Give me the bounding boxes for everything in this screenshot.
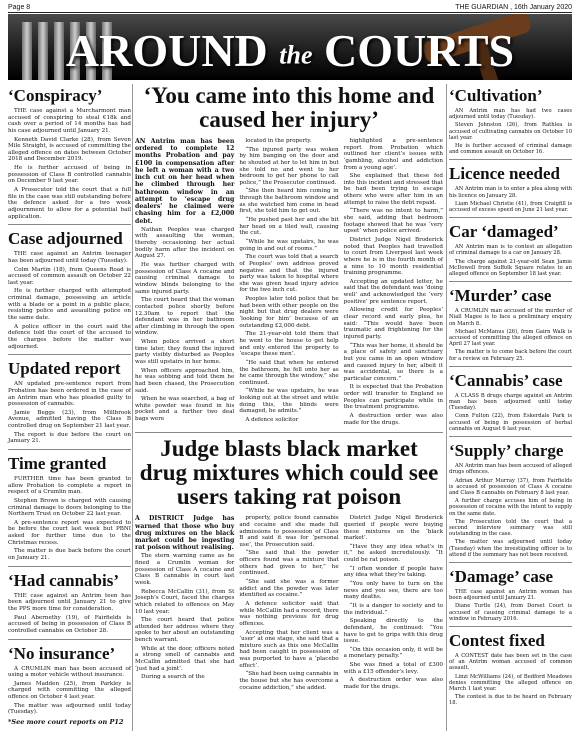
brief-divider [449, 436, 572, 437]
paper-dateline: THE GUARDIAN , 16th January 2020 [455, 3, 572, 11]
brief-divider [449, 366, 572, 367]
page-number: Page 8 [8, 3, 31, 11]
brief-divider [8, 639, 131, 640]
story-paragraph: When officers approached him, he was sobbing and told them he had been chased, the Prosecution said. [135, 367, 235, 394]
story-paragraph: located in the property. [245, 138, 312, 144]
story-paragraph: “This was her home, it should be a place of safety and sanctuary but you came in an open window and caused injury to her, albeit it was accidental, so there is a particular concern.” [343, 342, 443, 382]
brief-paragraph: FURTHER time has been granted to allow Probation to complete a report in respect of a Crumlin man. [8, 475, 131, 496]
brief-headline: Updated report [8, 359, 121, 379]
brief-paragraph: Diane Turtle (24), from Dorset Court is accused of causing criminal damage to a window in February 2016. [449, 603, 572, 622]
brief-headline: Contest fixed [449, 630, 545, 650]
story2-col1 [135, 515, 234, 693]
brief-paragraph: He is further charged with attempted criminal damage, possessing an article with a blade or a point in a public place, resisting police and assaulting police on the same date. [8, 288, 131, 322]
banner-title: AROUND the COURTS [65, 25, 515, 76]
brief-paragraph: The matter is to come back before the court for a review on February 25. [449, 349, 572, 362]
brief-paragraph: Jamie Beggs (23), from Millbrook Avenue, admitted having the Class B controlled drug on September 21 last year. [8, 409, 131, 430]
story-paragraph: A destruction order was also made for the drugs. [343, 412, 443, 426]
story-paragraph: Accepting that her client was a ‘user’ at one stage, she said that a mixture such as this one McCallin had been caught in possession of was purported to have a ‘placebo effect’. [239, 629, 339, 669]
brief-paragraph: Liam Michael Christie (41), from Craigfill is accused of excess speed on June 21 last year. [449, 200, 572, 214]
story-paragraph: She explained that these fed into this incident and stressed that he had been trying to escape others who were after him in an attempt to raise the debt repaid. [343, 173, 443, 206]
story-paragraph: District Judge Nigel Broderick noted that Peoples had travelled to court from Liverpool last week where he is in the fourth month of a nine to 10 month residential training programme. [343, 236, 443, 277]
brief-headline: Car ‘damaged’ [449, 222, 559, 242]
brief-paragraph: AN Antrim man has been accused of alleged drugs offences. [449, 463, 572, 476]
story-paragraph: “While he was upstairs, he was going in and out of rooms.” [239, 238, 339, 252]
brief-paragraph: A CRUMLIN man accused of the murder of Niall Magee is to face a preliminary enquiry on March 8. [449, 308, 572, 327]
story2-headline: Judge blasts black market drug mixtures which could see users taking rat poison [139, 436, 439, 510]
brief-paragraph: Adrian Arthur Murray (37), from Fairfields is accused of possession of Class A cocaine and Class B cannabis on February 8 last year. [449, 477, 572, 496]
brief-headline: ‘Murder’ case [449, 286, 552, 306]
brief-paragraph: AN updated pre-sentence report from Probation has been ordered in the case of an Antrim man who has pleaded guilty to possession of cannabis. [8, 381, 131, 408]
story1-col1 [135, 138, 234, 428]
story-paragraph: When he was searched, a bag of white powder was found in his pocket and a further two deal bags were [135, 396, 235, 423]
story-paragraph: “There was no intent to harm,” she said, adding that bedroom footage showed that he was ‘very upset’ when police arrived. [343, 208, 443, 235]
brief-paragraph: The matter was adjourned until today (Tuesday) when the investigating officer is to attend if the summary has not been received. [449, 539, 572, 558]
story-paragraph: “Have they any idea what’s in it,” he asked incredulously. “It could be rat poison. [343, 543, 443, 564]
section-banner [8, 14, 572, 80]
story-paragraph: “She said she was a former addict and the powder was later identified as cocaine.” [239, 579, 339, 599]
story1-col2 [239, 138, 338, 428]
story-paragraph: During a search of the [141, 674, 205, 681]
story-paragraph: Nathan Peoples was charged with assaulting the woman, thereby occasioning her actual bodily harm after the incident on August 27. [135, 226, 235, 260]
middle-column [135, 84, 443, 693]
brief-divider [8, 224, 131, 225]
column-divider [132, 84, 133, 731]
brief-paragraph: THE case against an Antrim woman has been adjourned until January 21. [449, 588, 572, 602]
brief-headline: ‘Cannabis’ case [449, 370, 563, 390]
story-paragraph: “I often wonder if people have any idea what they’re taking. [343, 565, 443, 579]
brief-paragraph: Michael McManus (26), from Gairn Walk is accused of committing the alleged offence on April 27 last year. [449, 328, 572, 348]
story-paragraph: highlighted a pre-sentence report from Probation which outlined her client’s issues with ‘gambling, alcohol and addiction from a young age’. [343, 138, 443, 171]
story-paragraph: “The injured party was woken by him banging on the door and he shouted at her to let him in but she told no and went to her bedroom to get her phone to call police,” the Prosecutor continued. [239, 146, 339, 186]
brief-paragraph: A police officer in the court said the defence told the court of the accused to the charges before the matter was adjourned. [8, 323, 131, 350]
brief-paragraph: The contest is due to be heard on February 18. [449, 694, 572, 707]
story-paragraph: While at the door, officers noted a strong smell of cannabis and McCallin admitted that she had ‘just had a joint’. [135, 645, 235, 672]
brief-divider [8, 449, 131, 450]
story1-headline: ‘You came into this home and caused her injury’ [143, 83, 435, 132]
story-paragraph: The court heard that police attended her address where they spoke to her about an outstanding bench warrant. [135, 617, 235, 644]
story-paragraph: The court heard that the woman contacted police shortly before 12.30am to report that the defendant was in her bathroom after climbing in through the open window. [135, 297, 235, 337]
brief-divider [449, 159, 572, 160]
story-paragraph: Speaking directly to the defendant, he continued: “You have to get to grips with this drug issue. [343, 618, 443, 645]
story-paragraph: Accepting an updated letter, he said that the defendant was ‘doing well’ and acknowledged the ‘very positive’ pre sentence report. [343, 278, 443, 305]
story-paragraph: “While he was upstairs, he was looking out at the street and while doing this, the blinds were damaged, he admits.” [239, 388, 339, 415]
story-paragraph: Allowing credit for Peoples’ clear record and early plea, he said: “This would have been traumatic and frightening for the injured party. [343, 307, 443, 340]
brief-paragraph: Colm Martin (18), from Queens Road is accused of common assault on October 22 last year. [8, 266, 131, 286]
brief-paragraph: AN Antrim man is to contest an allegation of criminal damage to a car on January 28. [449, 244, 572, 257]
brief-paragraph: The Prosecution told the court that a second interview summary was still outstanding in the case. [449, 518, 572, 538]
story-paragraph: The 21-year-old told them that he went to the house to get help and only entered the property to ‘escape these men’. [239, 331, 339, 358]
see-more-note: *See more court reports on P12 [8, 718, 124, 726]
brief-paragraph: Paul Abernethy (19), of Fairfields is accused of being in possession of Class B controlled cannabis on October 28. [8, 614, 131, 634]
brief-paragraph: Linzi McWilliams (24), of Bedford Meadows denies committing the alleged offence on March 1 last year. [449, 673, 572, 692]
brief-paragraph: A Prosecutor told the court that a full file in the case was still outstanding before the defence asked for a two week adjournment to allow for a potential bail application. [8, 187, 131, 220]
left-column [8, 84, 131, 726]
story-paragraph: property, police found cannabis and cocaine and she made full admissions to possession of Class B and said it was for ‘personal use’, the Prosecution said. [239, 515, 339, 548]
brief-paragraph: Kenneth David Clarke (28), from Seven Mile Straight, is accused of committing the alleged offence on dates between October 2018 and December 2019. [8, 136, 131, 163]
story-paragraph: “It is a danger to society and to the individual.” [343, 602, 443, 616]
brief-paragraph: The report is due before the court on January 21. [8, 431, 131, 445]
brief-paragraph: AN Antrim man is to enter a plea along with his licence on January 28. [449, 186, 572, 199]
brief-headline: Time granted [8, 453, 107, 473]
story-paragraph: The court was told that a search of Peoples’ own address proved negative and that the injured party was taken to hospital where she was given head injury advice for the two inch cut. [239, 254, 339, 294]
story-paragraph: AN Antrim man has been ordered to complete 12 months Probation and pay £100 in compensation after he left a woman with a two inch cut on her head when he climbed through her bathroom window in an attempt to ‘escape drug dealers’ he claimed were chasing him for a £2,000 debt. [135, 138, 235, 225]
brief-divider [8, 354, 131, 355]
story-paragraph: Rebecca McCallin (31), from St Joseph’s Court, faced the charges which related to offences on May 10 last year. [135, 588, 235, 615]
story-paragraph: When police arrived a short time later, they found the injured party visibly disturbed as Peoples was still upstairs in her home. [135, 339, 235, 365]
story2-col3 [344, 515, 443, 693]
brief-headline: Licence needed [449, 164, 560, 184]
story-paragraph: “She then heard him coming in through the bathroom window and as she watched him come in head first, she told him to get out. [239, 188, 339, 215]
story-paragraph: She was fined a total of £300 with a £15 offender’s levy. [343, 662, 443, 675]
brief-paragraph: The charge against 21-year-old Sean Jamie McDowell from Suffolk Square relates to an alleged offence on September 18 last year. [449, 258, 572, 278]
story2-body [135, 515, 443, 693]
story-paragraph: A defence solicitor [245, 416, 299, 423]
brief-paragraph: The matter was adjourned until today (Tuesday). [8, 702, 131, 716]
story-paragraph: The stern warning came as he fined a Crumlin woman for possession of Class A cocaine and Class B cannabis in court last week. [135, 553, 235, 586]
column-divider [446, 84, 447, 731]
brief-paragraph: Steven Johnston (26), from Rathlea is accused of cultivating cannabis on October 10 last year. [449, 122, 572, 141]
brief-divider [449, 626, 572, 627]
brief-paragraph: Conn Fulton (22), from Eskerdale Park is accused of being in possession of herbal cannabis on August 6 last year. [449, 413, 572, 432]
brief-paragraph: Stephen Brown is charged with causing criminal damage to doors belonging to the Northern Trust on October 22 last year. [8, 497, 131, 518]
story-paragraph: A defence solicitor said that while McCallin had a record, there was nothing previous for drug offences. [239, 600, 339, 627]
brief-headline: ‘No insurance’ [8, 643, 116, 663]
brief-divider [449, 281, 572, 282]
brief-divider [449, 217, 572, 218]
brief-paragraph: AN Antrim man has had two cases adjourned until today (Tuesday). [449, 108, 572, 121]
brief-headline: ‘Had cannabis’ [8, 570, 119, 590]
story-paragraph: It is expected that the Probation order will transfer to England so Peoples can participate while in the treatment programme. [343, 384, 443, 411]
story-paragraph: “She had been using cannabis in the house but she has overcome a cocaine addiction,” she added. [239, 671, 339, 691]
story-paragraph: “On this occasion only, it will be a monetary penalty.” [343, 646, 443, 660]
brief-paragraph: He is further accused of being in possession of Class B controlled cannabis on December 9 last year. [8, 165, 131, 185]
story-divider [135, 432, 443, 433]
brief-headline: Case adjourned [8, 229, 123, 249]
story-paragraph: He was further charged with possession of Class A cocaine and causing criminal damage to window blinds belonging to the same injured party. [135, 262, 235, 295]
brief-paragraph: A CLASS B drugs charge against an Antrim man has been adjourned until today (Tuesday). [449, 392, 572, 412]
brief-paragraph: A CRUMLIN man has been accused of using a motor vehicle without insurance. [8, 665, 131, 679]
brief-paragraph: He is further accused of criminal damage and common assault on October 16. [449, 143, 572, 156]
right-column [449, 84, 572, 709]
brief-divider [449, 562, 572, 563]
brief-paragraph: The matter is due back before the court on January 21. [8, 548, 131, 562]
brief-headline: ‘Cultivation’ [449, 86, 543, 105]
brief-paragraph: THE case against an Antrim teen has been adjourned until January 21 to give the PPS more time for consideration. [8, 592, 131, 612]
story2-col2 [239, 515, 338, 693]
story-paragraph: A DISTRICT Judge has warned that those who buy drug mixtures on the black market could be ingesting rat poison without realising. [135, 515, 235, 552]
brief-divider [8, 566, 131, 567]
page-header [8, 2, 572, 12]
story1-col3 [344, 138, 443, 428]
story-paragraph: “You only have to turn on the news and you see, there are too many deaths. [343, 581, 443, 601]
brief-headline: ‘Conspiracy’ [8, 86, 103, 105]
story-paragraph: A destruction order was also made for the drugs. [343, 677, 443, 690]
story-paragraph: “He pushed past her and she hit her head on a tiled wall, causing the cut. [239, 217, 339, 237]
brief-paragraph: THE case against a Murcharmont man accused of conspiring to steal €18k and cash over a period of 14 months has had his case adjourned until January 21. [8, 108, 131, 134]
story1-body [135, 138, 443, 428]
header-rule [8, 12, 572, 13]
story-paragraph: “He said that when he entered the bathroom, he fell onto her as he came through the window,” she continued. [239, 359, 339, 386]
story-paragraph: “She said that the powder officers found was a mixture that others had given to her,” he continued. [239, 550, 339, 577]
story-paragraph: District Judge Nigel Broderick queried if people were buying these mixtures on the ‘black market’. [343, 515, 443, 542]
brief-headline: ‘Damage’ case [449, 566, 554, 586]
brief-paragraph: A CONTEST date has been set in the case of an Antrim woman accused of common assault. [449, 652, 572, 672]
brief-paragraph: THE case against an Antrim teenager has been adjourned until today (Tuesday). [8, 251, 131, 264]
brief-paragraph: James Madden (25), from Parkley is charged with committing the alleged offence on October 4 last year. [8, 680, 131, 701]
brief-paragraph: A pre-sentence report was expected to be before the court last week but PBNI asked for further time due to the Christmas recess. [8, 519, 131, 546]
brief-paragraph: A further charge accuses him of being in possession of cocaine with the intent to supply on the same date. [449, 498, 573, 517]
story-paragraph: Peoples later told police that he had been with other people on the night but that drug dealers were ‘looking for him’ because of an outstanding £2,000 debt. [239, 296, 339, 329]
brief-headline: ‘Supply’ charge [449, 441, 564, 461]
